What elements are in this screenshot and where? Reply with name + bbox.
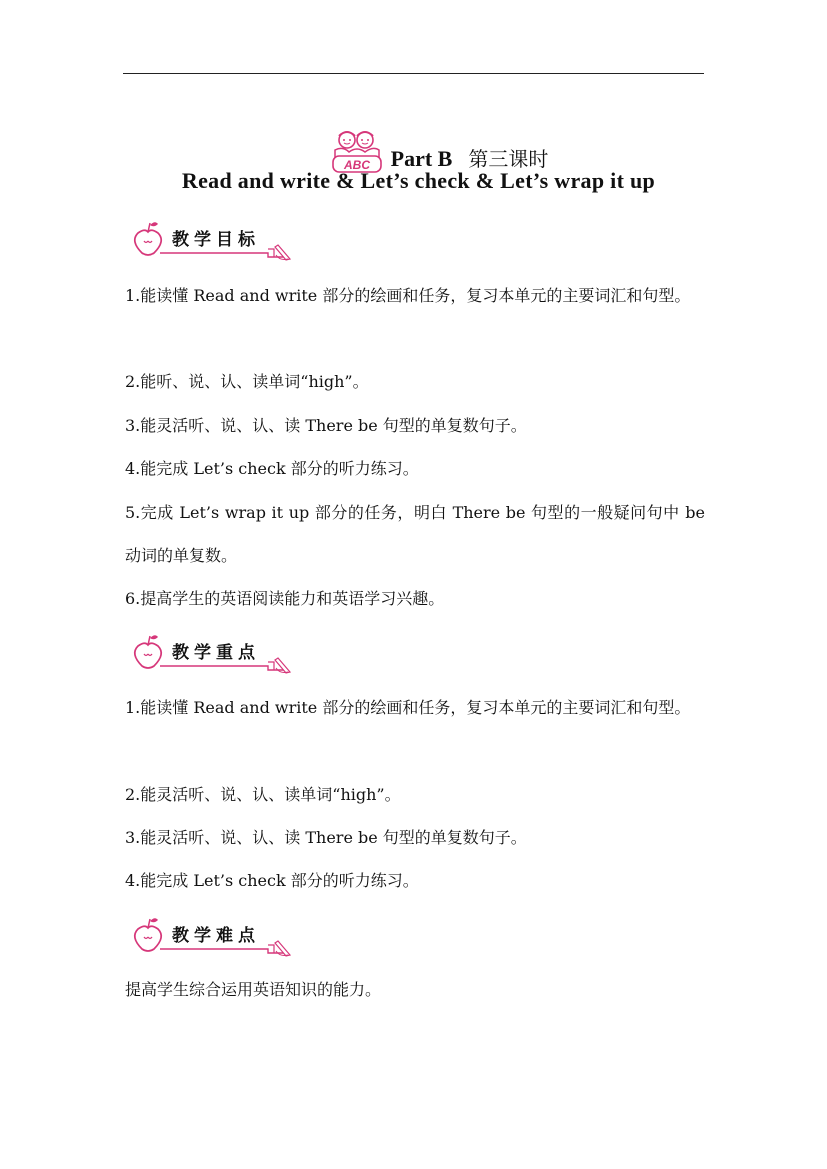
list-item: 3.能灵活听、说、认、读 There be 句型的单复数句子。 <box>125 416 527 435</box>
list-item: 提高学生综合运用英语知识的能力。 <box>125 980 382 999</box>
section-heading-label: 教学目标 <box>172 230 260 250</box>
list-item: 4.能完成 Let’s check 部分的听力练习。 <box>125 459 419 478</box>
section-heading-key-points <box>128 632 298 672</box>
list-item: 3.能灵活听、说、认、读 There be 句型的单复数句子。 <box>125 828 527 847</box>
list-item: 1.能读懂 Read and write 部分的绘画和任务，复习本单元的主要词汇和句型。 <box>125 286 691 305</box>
section-heading-difficulties <box>128 915 298 955</box>
list-item: 6.提高学生的英语阅读能力和英语学习兴趣。 <box>125 589 445 608</box>
page-subtitle: Read and write & Let’s check & Let’s wrap it up <box>181 168 656 193</box>
section-heading-label: 教学难点 <box>172 926 260 946</box>
list-item: 1.能读懂 Read and write 部分的绘画和任务，复习本单元的主要词汇和句型。 <box>125 698 691 717</box>
list-item: 4.能完成 Let’s check 部分的听力练习。 <box>125 871 419 890</box>
lesson-label: 第三课时 <box>468 147 549 171</box>
section-heading-label: 教学重点 <box>172 643 260 663</box>
logo-text: ABC <box>343 158 370 172</box>
part-label: Part B <box>390 146 453 171</box>
list-item: 5.完成 Let’s wrap it up 部分的任务，明白 There be 句型的一般疑问句中 be 动词的单复数。 <box>125 503 705 565</box>
section-heading-objectives <box>128 219 298 259</box>
list-item: 2.能听、说、认、读单词“high”。 <box>125 372 369 391</box>
top-rule <box>123 73 704 74</box>
list-item: 2.能灵活听、说、认、读单词“high”。 <box>125 785 401 804</box>
